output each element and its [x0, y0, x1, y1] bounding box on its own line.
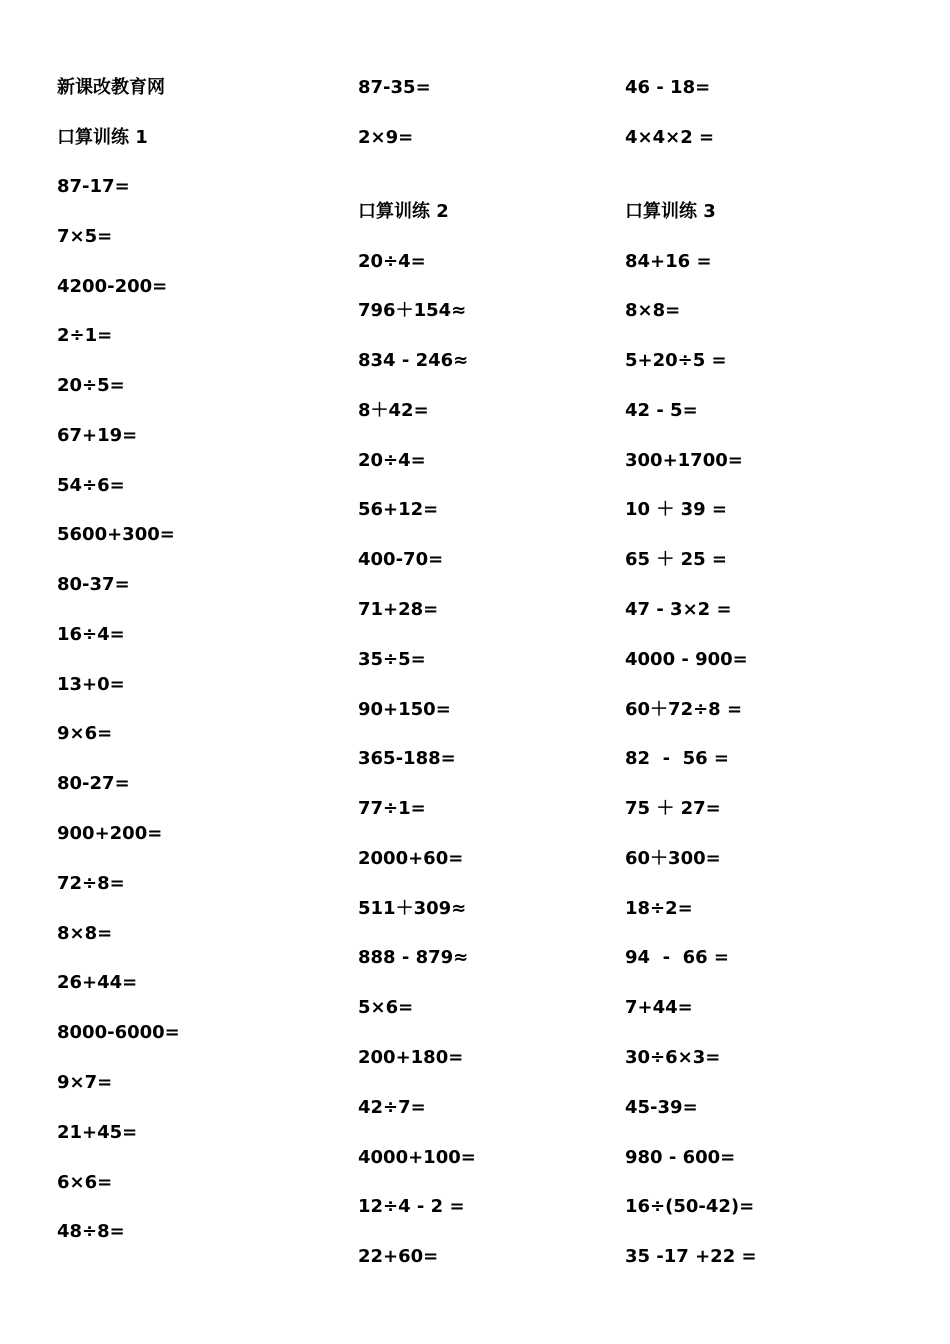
- problem-item: 75 ＋ 27=: [625, 798, 721, 819]
- problem-item: 9×7=: [57, 1072, 113, 1093]
- problem-item: 47 - 3×2 =: [625, 599, 732, 620]
- section-title: 口算训练 1: [57, 127, 148, 148]
- problem-item: 35÷5=: [358, 649, 426, 670]
- problem-item: 10 ＋ 39 =: [625, 499, 727, 520]
- problem-item: 8×8=: [57, 923, 113, 944]
- problem-item: 2000+60=: [358, 848, 464, 869]
- problem-item: 56+12=: [358, 499, 439, 520]
- problem-item: 511＋309≈: [358, 898, 467, 919]
- problem-item: 72÷8=: [57, 873, 125, 894]
- problem-item: 90+150=: [358, 699, 451, 720]
- problem-item: 42 - 5=: [625, 400, 698, 421]
- problem-item: 7+44=: [625, 997, 693, 1018]
- problem-item: 35 -17 +22 =: [625, 1246, 757, 1267]
- problem-item: 8000-6000=: [57, 1022, 180, 1043]
- problem-item: 26+44=: [57, 972, 138, 993]
- problem-item: 8＋42=: [358, 400, 429, 421]
- problem-item: 30÷6×3=: [625, 1047, 721, 1068]
- problem-item: 6×6=: [57, 1172, 113, 1193]
- problem-item: 8×8=: [625, 300, 681, 321]
- problem-item: 365-188=: [358, 748, 456, 769]
- problem-item: 5×6=: [358, 997, 414, 1018]
- problem-item: 20÷4=: [358, 251, 426, 272]
- problem-item: 900+200=: [57, 823, 163, 844]
- problem-item: 834 - 246≈: [358, 350, 469, 371]
- problem-item: 5600+300=: [57, 524, 175, 545]
- section-title: 口算训练 2: [358, 201, 449, 222]
- problem-item: 2×9=: [358, 127, 414, 148]
- problem-item: 4200-200=: [57, 276, 168, 297]
- problem-item: 45-39=: [625, 1097, 698, 1118]
- problem-item: 796＋154≈: [358, 300, 467, 321]
- site-title: 新课改教育网: [57, 77, 165, 98]
- problem-item: 46 - 18=: [625, 77, 711, 98]
- problem-item: 7×5=: [57, 226, 113, 247]
- problem-item: 12÷4 - 2 =: [358, 1196, 465, 1217]
- problem-item: 22+60=: [358, 1246, 439, 1267]
- problem-item: 48÷8=: [57, 1221, 125, 1242]
- problem-item: 71+28=: [358, 599, 439, 620]
- problem-item: 87-35=: [358, 77, 431, 98]
- problem-item: 5+20÷5 =: [625, 350, 727, 371]
- problem-item: 60＋72÷8 =: [625, 699, 743, 720]
- problem-item: 67+19=: [57, 425, 138, 446]
- problem-item: 54÷6=: [57, 475, 125, 496]
- problem-item: 13+0=: [57, 674, 125, 695]
- problem-item: 80-27=: [57, 773, 130, 794]
- problem-item: 87-17=: [57, 176, 130, 197]
- problem-item: 18÷2=: [625, 898, 693, 919]
- problem-item: 980 - 600=: [625, 1147, 736, 1168]
- problem-item: 16÷(50-42)=: [625, 1196, 755, 1217]
- problem-item: 200+180=: [358, 1047, 464, 1068]
- problem-item: 2÷1=: [57, 325, 113, 346]
- problem-item: 300+1700=: [625, 450, 743, 471]
- problem-item: 84+16 =: [625, 251, 712, 272]
- problem-item: 16÷4=: [57, 624, 125, 645]
- problem-item: 9×6=: [57, 723, 113, 744]
- problem-item: 21+45=: [57, 1122, 138, 1143]
- problem-item: 4000+100=: [358, 1147, 476, 1168]
- problem-item: 20÷5=: [57, 375, 125, 396]
- problem-item: 94 - 66 =: [625, 947, 729, 968]
- problem-item: 65 ＋ 25 =: [625, 549, 727, 570]
- problem-item: 80-37=: [57, 574, 130, 595]
- problem-item: 82 - 56 =: [625, 748, 729, 769]
- problem-item: 888 - 879≈: [358, 947, 469, 968]
- problem-item: 400-70=: [358, 549, 444, 570]
- problem-item: 42÷7=: [358, 1097, 426, 1118]
- problem-item: 77÷1=: [358, 798, 426, 819]
- problem-item: 4×4×2 =: [625, 127, 715, 148]
- problem-item: 4000 - 900=: [625, 649, 748, 670]
- problem-item: 20÷4=: [358, 450, 426, 471]
- section-title: 口算训练 3: [625, 201, 716, 222]
- problem-item: 60＋300=: [625, 848, 721, 869]
